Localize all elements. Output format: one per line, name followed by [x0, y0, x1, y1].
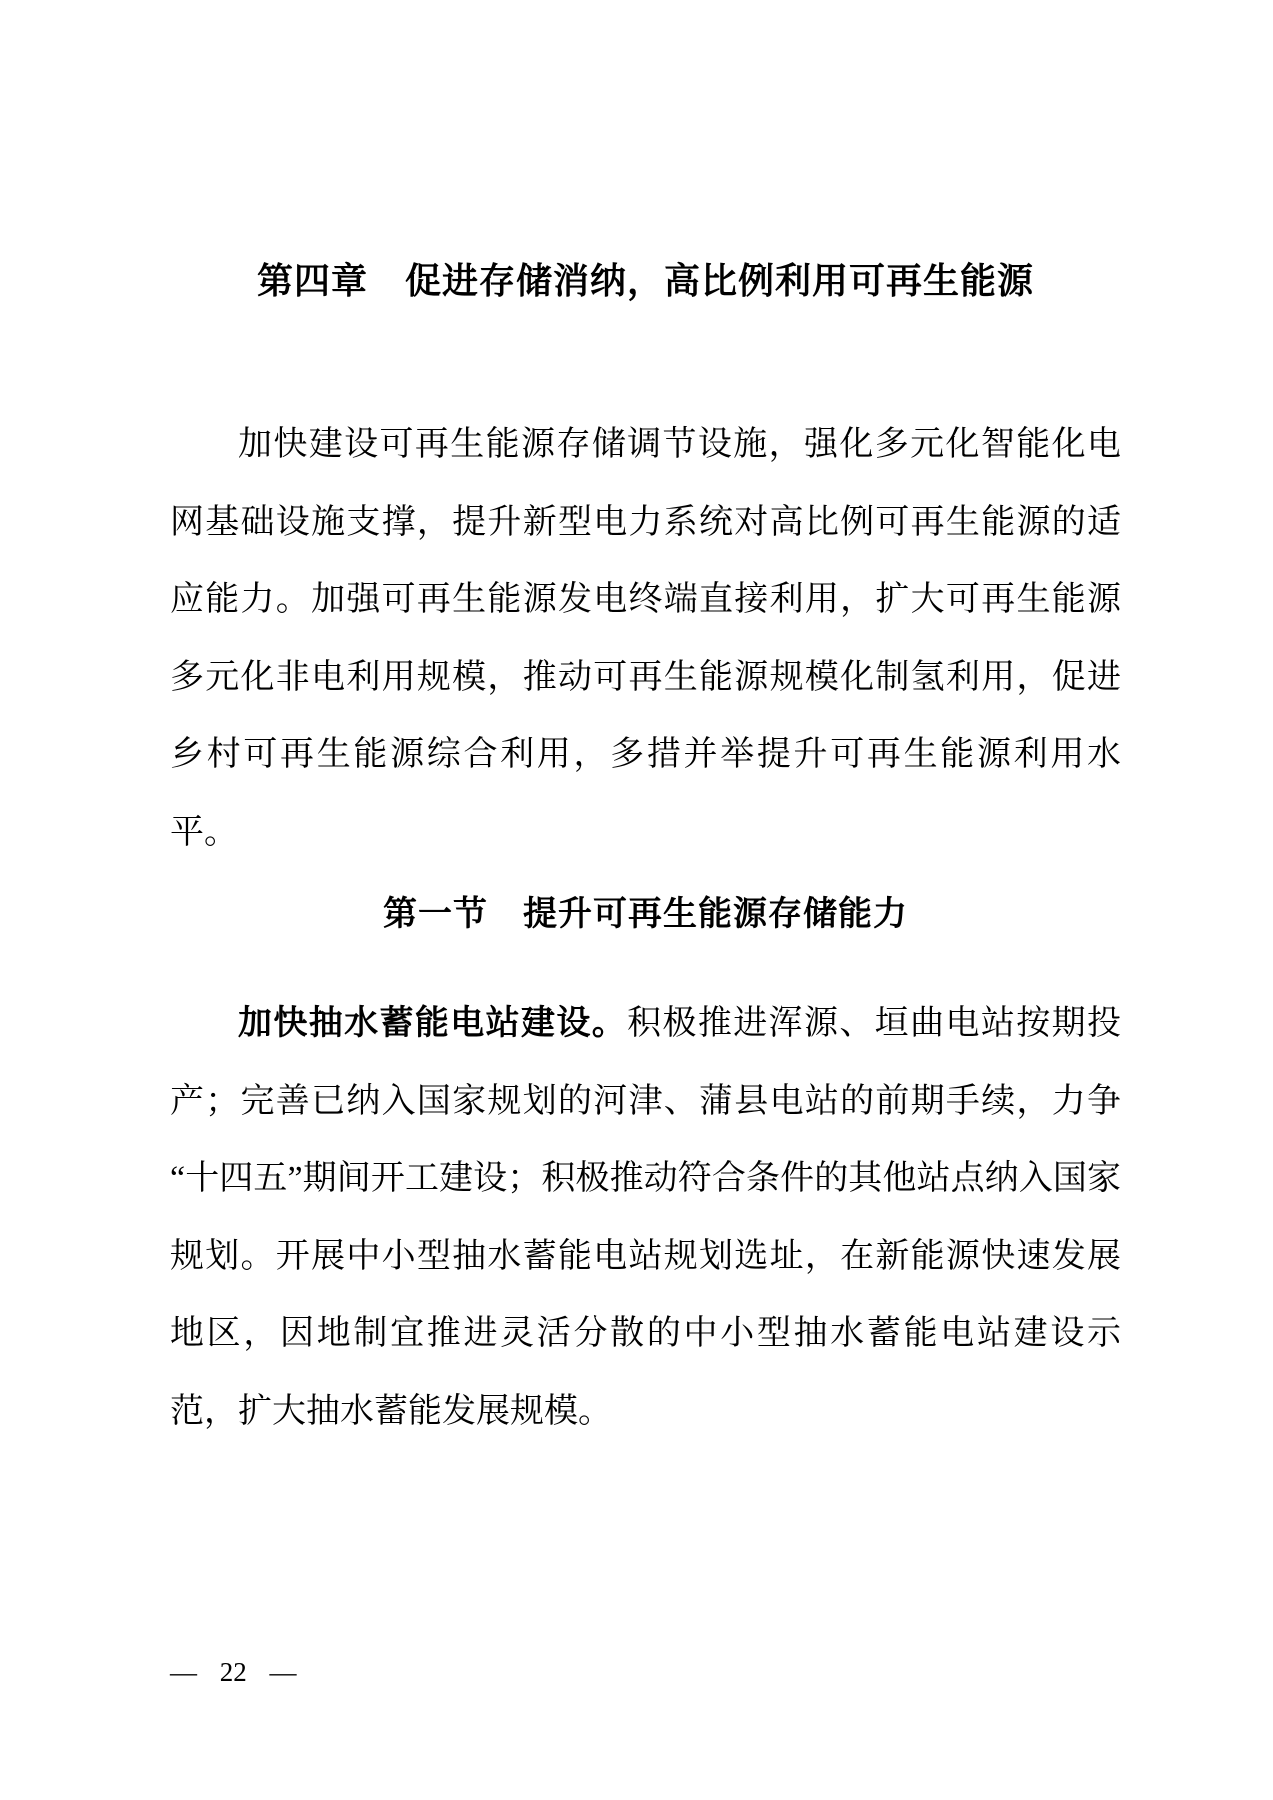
body-paragraph-text: 积极推进浑源、垣曲电站按期投产；完善已纳入国家规划的河津、蒲县电站的前期手续，力争“十四五”期间开工建设；积极推动符合条件的其他站点纳入国家规划。开展中小型抽水蓄能电站规划选址，在新能源快速发展地区，因地制宜推进灵活分散的中小型抽水蓄能电站建设示范，扩大抽水蓄能发展规模。	[170, 1005, 1121, 1430]
section-heading: 第一节 提升可再生能源存储能力	[383, 896, 908, 933]
intro-paragraph: 加快建设可再生能源存储调节设施，强化多元化智能化电网基础设施支撑，提升新型电力系统对高比例可再生能源的适应能力。加强可再生能源发电终端直接利用，扩大可再生能源多元化非电利用规模，推动可再生能源规模化制氢利用，促进乡村可再生能源综合利用，多措并举提升可再生能源利用水平。	[170, 426, 1121, 851]
page-number: — 22 —	[170, 1657, 297, 1687]
chapter-heading: 第四章 促进存储消纳，高比例利用可再生能源	[256, 260, 1034, 301]
body-paragraph-lead: 加快抽水蓄能电站建设。	[238, 1004, 628, 1042]
body-paragraph	[170, 985, 1121, 1450]
